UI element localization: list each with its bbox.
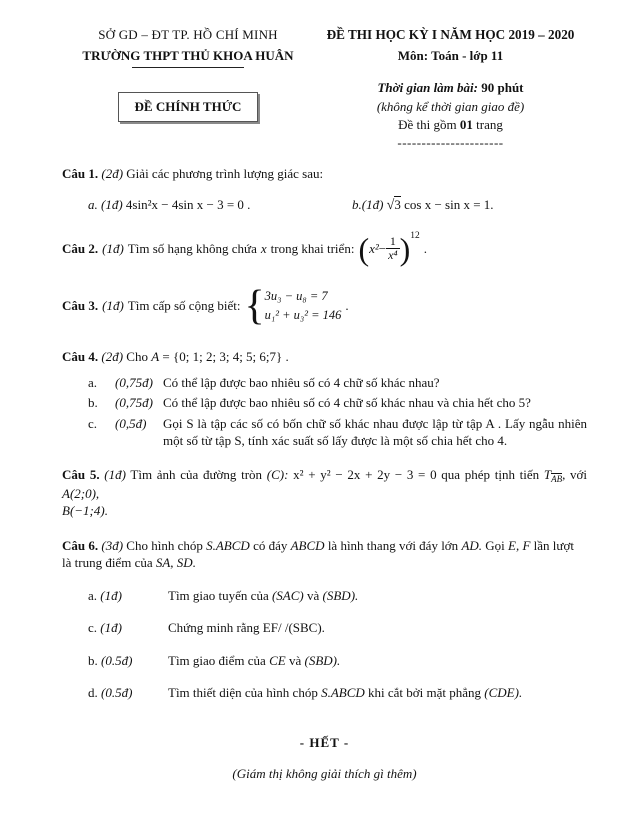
question-6d-text xyxy=(168,684,522,702)
question-6d-points: (0.5đ) xyxy=(101,685,133,701)
question-4a-points: (0,75đ) xyxy=(115,374,153,390)
system-equation-2: u₁² + u₃² = 146 xyxy=(264,307,342,322)
question-4a xyxy=(88,374,587,392)
question-1a xyxy=(88,196,352,216)
question-4b-text: Có thể lập được bao nhiêu số có 4 chữ số khác nhau và chia hết cho 5? xyxy=(163,395,531,411)
question-1b-formula: cos x − sin x = 1. xyxy=(404,197,494,213)
page-count-prefix: Đề thi gồm xyxy=(398,117,457,133)
question-6-intro-t4: Gọi xyxy=(485,537,505,553)
question-6b xyxy=(88,652,587,670)
question-1b xyxy=(352,196,494,216)
minus-sign: − xyxy=(378,241,387,257)
question-4b-points: (0,75đ) xyxy=(115,395,153,411)
question-1-label: Câu 1. xyxy=(62,165,99,181)
question-1b-label: b.(1đ) xyxy=(352,197,384,213)
question-6c-text xyxy=(168,619,325,637)
question-5-label: Câu 5. xyxy=(62,466,100,482)
translation-symbol xyxy=(544,467,562,482)
point-b: B(−1;4). xyxy=(62,503,108,519)
question-6b-v2: (SBD). xyxy=(304,652,341,668)
question-6-intro-t5: lần lượt xyxy=(533,537,574,553)
question-6d-v2: (CDE). xyxy=(484,685,523,701)
close-paren: ) xyxy=(399,230,411,267)
question-6a xyxy=(88,587,587,605)
question-1-text: Giải các phương trình lượng giác sau: xyxy=(126,165,324,181)
question-4 xyxy=(62,348,587,450)
question-3-label: Câu 3. xyxy=(62,298,99,314)
question-6-intro-t6: là trung điểm của xyxy=(62,555,153,571)
question-4-text: Cho xyxy=(126,348,148,364)
question-6-intro-line2 xyxy=(62,554,587,572)
question-6c-t1: Chứng minh rằng xyxy=(168,620,260,636)
fraction xyxy=(386,235,400,264)
fraction-denominator: x⁴ xyxy=(388,248,398,263)
question-1-points: (2đ) xyxy=(101,165,124,181)
pyramid-name: S.ABCD xyxy=(206,537,250,553)
circle-label: (C): xyxy=(266,466,289,482)
question-3 xyxy=(62,280,587,332)
question-2-label: Câu 2. xyxy=(62,241,99,257)
question-6d-t1: Tìm thiết diện của hình chóp xyxy=(168,685,318,701)
question-6a-t2: và xyxy=(307,587,320,603)
question-2-period: . xyxy=(423,241,428,257)
question-6 xyxy=(62,537,587,702)
question-6-intro-t1: Cho hình chóp xyxy=(126,537,203,553)
question-6a-label xyxy=(88,587,146,605)
question-1 xyxy=(62,165,587,216)
question-6b-label xyxy=(88,652,146,670)
question-4-label: Câu 4. xyxy=(62,348,99,364)
duration-label: Thời gian làm bài: xyxy=(377,80,478,96)
question-2 xyxy=(62,226,587,272)
question-3-period: . xyxy=(345,298,349,314)
question-3-points: (1đ) xyxy=(102,298,124,314)
question-6b-v1: CE xyxy=(269,652,286,668)
question-4a-letter: a. xyxy=(88,374,98,390)
question-6b-t1: Tìm giao điểm của xyxy=(168,652,266,668)
base-name: ABCD xyxy=(290,537,325,553)
separator-dashes: ---------------------- xyxy=(397,135,504,150)
question-5-text1: Tìm ảnh của đường tròn xyxy=(130,466,263,482)
question-4a-text: Có thể lập được bao nhiêu số có 4 chữ số khác nhau? xyxy=(163,374,440,390)
binomial-expression xyxy=(358,229,419,269)
question-6c-v1: EF/ /(SBC). xyxy=(262,620,325,636)
question-5-points: (1đ) xyxy=(104,466,126,482)
midpoint-names: E, F xyxy=(508,537,531,553)
translation-base: T xyxy=(543,466,552,482)
subject-line: Môn: Toán - lớp 11 xyxy=(397,47,504,63)
fraction-numerator: 1 xyxy=(389,233,396,248)
proctor-note: (Giám thị không giải thích gì thêm) xyxy=(232,765,417,781)
question-6a-points: (1đ) xyxy=(100,587,122,603)
page-footer xyxy=(62,734,587,782)
question-2-points: (1đ) xyxy=(102,241,124,257)
question-6a-v1: (SAC) xyxy=(271,587,304,603)
question-5-text2: qua phép tịnh tiến xyxy=(441,466,540,482)
system-rows xyxy=(265,288,342,324)
question-6d xyxy=(88,684,587,702)
question-3-text: Tìm cấp số cộng biết: xyxy=(127,298,241,314)
page-count-line xyxy=(314,116,587,134)
question-5-text3: , với xyxy=(562,466,588,482)
question-6c-letter: c. xyxy=(88,620,98,636)
question-4b xyxy=(88,394,587,412)
question-1a-formula: 4sin²x − 4sin x − 3 = 0 . xyxy=(125,197,251,213)
translation-vector-sub: AB xyxy=(551,473,563,484)
department-name: SỞ GD – ĐT TP. HỒ CHÍ MINH xyxy=(98,27,278,42)
question-6a-v2: (SBD). xyxy=(322,587,359,603)
exam-title: ĐỀ THI HỌC KỲ I NĂM HỌC 2019 – 2020 xyxy=(326,27,575,42)
question-4-points: (2đ) xyxy=(101,348,124,364)
question-6c-points: (1đ) xyxy=(100,620,122,636)
official-exam-box: ĐỀ CHÍNH THỨC xyxy=(118,92,259,122)
binomial-base: x² xyxy=(369,241,379,257)
duration-value: 90 phút xyxy=(481,80,524,96)
duration-line xyxy=(314,79,587,97)
equation-system xyxy=(244,283,341,329)
question-2-variable: x xyxy=(260,241,267,257)
open-paren: ( xyxy=(358,230,370,267)
question-6b-letter: b. xyxy=(88,652,98,668)
question-6c-label xyxy=(88,619,146,637)
question-6d-label xyxy=(88,684,146,702)
question-6b-t2: và xyxy=(288,652,302,668)
question-1-parts xyxy=(88,196,587,216)
exam-note: (không kể thời gian giao đề) xyxy=(376,98,525,114)
question-4c-letter: c. xyxy=(88,415,98,431)
question-6a-text xyxy=(168,587,358,605)
question-4b-letter: b. xyxy=(88,395,98,411)
radicand: 3 xyxy=(394,197,401,213)
major-base: AD. xyxy=(461,537,483,553)
exponent: 12 xyxy=(410,230,420,241)
question-2-text1: Tìm số hạng không chứa xyxy=(127,241,257,257)
question-6a-t1: Tìm giao tuyến của xyxy=(168,587,269,603)
question-6d-v1: S.ABCD xyxy=(321,685,365,701)
set-definition: = {0; 1; 2; 3; 4; 5; 6;7} . xyxy=(162,348,289,364)
point-a: A(2;0), xyxy=(62,485,100,501)
edge-names: SA, SD. xyxy=(155,555,196,571)
question-6-label: Câu 6. xyxy=(62,537,99,553)
school-name: TRƯỜNG THPT THỦ KHOA HUÂN xyxy=(82,47,294,63)
page-header xyxy=(62,26,587,152)
question-6d-t2: khi cắt bởi mặt phẳng xyxy=(368,685,482,701)
header-right xyxy=(314,26,587,152)
radical-sign: √ xyxy=(386,198,395,214)
question-6c xyxy=(88,619,587,637)
question-4-items xyxy=(62,374,587,450)
end-mark: - HẾT - xyxy=(299,734,350,750)
system-equation-1: 3u₃ − u₈ = 7 xyxy=(264,289,328,304)
question-6d-letter: d. xyxy=(88,685,98,701)
page-count-number: 01 xyxy=(459,117,473,133)
question-1a-label: a. (1đ) xyxy=(88,197,123,213)
header-left xyxy=(62,26,314,152)
question-4c-points: (0,5đ) xyxy=(115,415,147,431)
question-6b-text xyxy=(168,652,340,670)
question-2-text2: trong khai triển: xyxy=(270,241,355,257)
question-4c-text: Gọi S là tập các số có bốn chữ số khác nhau được lập từ tập A . Lấy ngẫu nhiên một số từ tập S, tính xác suất số lấy được là một số chia hết cho 4. xyxy=(163,415,587,449)
question-4c xyxy=(88,415,587,450)
question-6a-letter: a. xyxy=(88,587,98,603)
question-5 xyxy=(62,466,587,520)
question-6b-points: (0.5đ) xyxy=(101,652,133,668)
question-6-intro-t2: có đáy xyxy=(253,537,288,553)
system-brace: { xyxy=(244,282,265,329)
question-6-intro-t3: là hình thang với đáy lớn xyxy=(327,537,459,553)
page-count-suffix: trang xyxy=(476,117,503,133)
circle-equation: x² + y² − 2x + 2y − 3 = 0 xyxy=(293,466,437,482)
set-variable: A xyxy=(151,348,160,364)
question-6-points: (3đ) xyxy=(101,537,124,553)
